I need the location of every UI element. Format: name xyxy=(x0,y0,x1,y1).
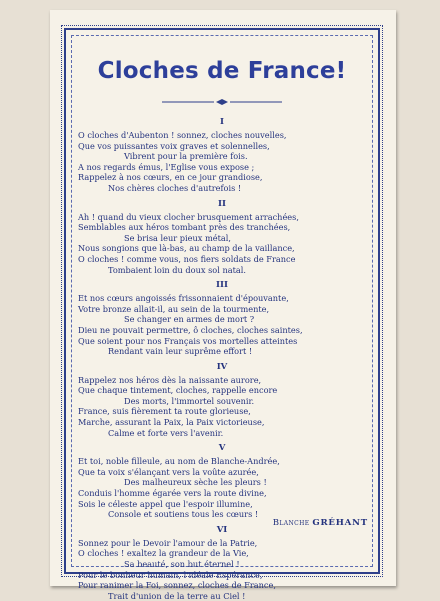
poem-line: A nos regards émus, l'Eglise vous expose ; xyxy=(78,161,255,172)
poem-title: Cloches de France! xyxy=(97,58,347,84)
stanza xyxy=(76,438,368,520)
poem-line: Et nos cœurs angoissés frissonnaient d'épouvante, xyxy=(78,293,289,304)
stanza xyxy=(76,520,368,601)
poem-line: Et toi, noble filleule, au nom de Blanche-Andrée, xyxy=(78,456,280,467)
poem-line: Se brisa leur pieux métal, xyxy=(124,232,231,243)
stanza-numeral: II xyxy=(218,198,226,209)
poem-line: Pour ranimer la Foi, sonnez, cloches de France, xyxy=(78,580,276,591)
poem-line: Se changer en armes de mort ? xyxy=(124,314,255,325)
signature-last-name: GRÉHANT xyxy=(312,518,368,528)
poem-line: Marche, assurant la Paix, la Paix victorieuse, xyxy=(78,417,265,428)
poem-line: Rappelez à nos cœurs, en ce jour grandiose, xyxy=(78,172,263,183)
poem-line: O cloches ! exaltez la grandeur de la Vie, xyxy=(78,548,249,559)
poem-line: Que vos puissantes voix graves et solennelles, xyxy=(78,140,270,151)
poem-line: Sois le céleste appel que l'espoir illumine, xyxy=(78,498,253,509)
poem-line: France, suis fièrement ta route glorieuse, xyxy=(78,406,251,417)
poem-line: O cloches d'Aubenton ! sonnez, cloches nouvelles, xyxy=(78,130,287,140)
stanza-numeral: IV xyxy=(216,361,228,372)
stanza xyxy=(76,275,368,357)
poem-line: Sa beauté, son but éternel ! xyxy=(124,559,240,569)
poem-line: Calme et forte vers l'avenir. xyxy=(108,427,224,438)
poem-line: Trait d'union de la terre au Ciel ! xyxy=(108,590,246,601)
stanza-numeral: VI xyxy=(216,524,228,535)
poem-line: Conduis l'homme égarée vers la route divine, xyxy=(78,488,267,499)
stanza-numeral: I xyxy=(220,117,224,127)
signature-first-name: Blanche xyxy=(272,518,310,528)
poem-line: Que chaque tintement, cloches, rappelle encore xyxy=(78,385,278,396)
poem-line: O cloches ! comme vous, nos fiers soldats de France xyxy=(78,253,296,264)
poem-line: Que soient pour nos Français vos mortelles atteintes xyxy=(78,335,298,346)
poem-line: Votre bronze allait-il, au sein de la tourmente, xyxy=(78,303,270,314)
signature xyxy=(76,518,368,528)
stanza xyxy=(76,194,368,276)
stanza-numeral: V xyxy=(218,443,226,454)
poem-line: Tombaient loin du doux sol natal. xyxy=(108,264,246,275)
poem-line: Ah ! quand du vieux clocher brusquement arrachées, xyxy=(78,211,299,222)
stanza xyxy=(76,357,368,439)
title-separator-ornament xyxy=(162,98,282,106)
poem-line: Nous songions que là-bas, au champ de la vaillance, xyxy=(78,243,295,254)
poem-line: Rendant vain leur suprême effort ! xyxy=(108,346,253,357)
poem-line: Rappelez nos héros dès la naissante aurore, xyxy=(78,374,262,385)
poem-line: Console et soutiens tous les cœurs ! xyxy=(108,509,259,520)
poem-line: Sonnez pour le Devoir l'amour de la Patrie, xyxy=(78,537,258,548)
poem-line: Nos chères cloches d'autrefois ! xyxy=(108,182,242,193)
poem-line: Pour le bonheur humain, l'idéale Espérance, xyxy=(78,569,263,580)
poem-line: Vibrent pour la première fois. xyxy=(124,151,248,162)
poem-line: Des morts, l'immortel souvenir. xyxy=(124,395,255,406)
stanza-numeral: III xyxy=(216,280,228,291)
stanza xyxy=(76,112,368,194)
poem-line: Semblables aux héros tombant près des tranchées, xyxy=(78,222,291,233)
poem-line: Des malheureux sèche les pleurs ! xyxy=(124,477,267,488)
poem-line: Dieu ne pouvait permettre, ô cloches, cloches saintes, xyxy=(78,324,303,335)
poem-line: Que ta voix s'élançant vers la voûte azurée, xyxy=(78,466,259,477)
